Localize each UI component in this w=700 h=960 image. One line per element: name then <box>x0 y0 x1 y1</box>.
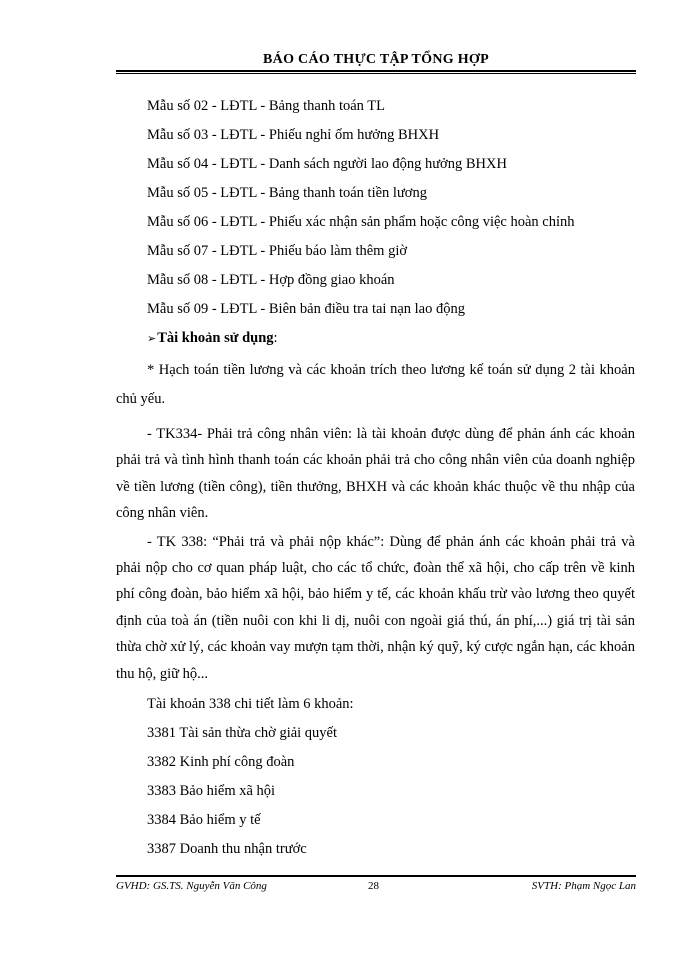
sub-account-item: 3384 Bảo hiểm y tế <box>147 812 261 829</box>
header-rule-thin <box>116 73 636 74</box>
page-header-title: BÁO CÁO THỰC TẬP TỔNG HỢP <box>263 52 489 67</box>
page-number: 28 <box>368 880 379 892</box>
form-item: Mẫu số 04 - LĐTL - Danh sách người lao động hưởng BHXH <box>147 156 507 172</box>
section-heading <box>116 324 635 353</box>
paragraph-intro: * Hạch toán tiền lương và các khoản trích theo lương kế toán sử dụng 2 tài khoản chủ yếu. <box>116 362 635 407</box>
form-item: Mẫu số 03 - LĐTL - Phiếu nghỉ ốm hưởng BHXH <box>147 127 440 143</box>
arrow-bullet-icon: ➢ <box>147 332 157 345</box>
header-rule-thick <box>116 70 636 72</box>
footer-student: SVTH: Phạm Ngọc Lan <box>531 880 636 892</box>
form-item: Mẫu số 06 - LĐTL - Phiếu xác nhận sản phẩm hoặc công việc hoàn chỉnh <box>147 214 575 230</box>
sub-account-item: 3383 Bảo hiểm xã hội <box>147 783 276 800</box>
sub-account-item: 3387 Doanh thu nhận trước <box>147 841 307 858</box>
section-heading-text: Tài khoản sử dụng <box>157 330 274 346</box>
form-item: Mẫu số 05 - LĐTL - Bảng thanh toán tiền lương <box>147 185 427 201</box>
section-heading-colon: : <box>273 330 278 346</box>
footer-rule <box>116 875 636 877</box>
form-item: Mẫu số 02 - LĐTL - Bảng thanh toán TL <box>147 98 385 114</box>
form-item: Mẫu số 07 - LĐTL - Phiếu báo làm thêm giờ <box>147 243 408 259</box>
form-item: Mẫu số 08 - LĐTL - Hợp đồng giao khoán <box>147 272 395 288</box>
sub-account-item: 3382 Kinh phí công đoàn <box>147 754 295 771</box>
form-item: Mẫu số 09 - LĐTL - Biên bản điều tra tai nạn lao động <box>147 301 465 317</box>
paragraph-tk334: - TK334- Phải trả công nhân viên: là tài khoản được dùng để phản ánh các khoản phải trả và tình hình thanh toán các khoản phải trả cho công nhân viên của doanh nghiệp về tiền lương (tiền công), tiền thưởng, BHXH và các khoản khác thuộc về thu nhập của công nhân viên. <box>116 426 635 522</box>
paragraph-tk338: - TK 338: “Phải trả và phải nộp khác”: Dùng để phản ánh các khoản phải trả và phải nộp cho cơ quan pháp luật, cho các tổ chức, đoàn thể xã hội, cho cấp trên về kinh phí công đoàn, bảo hiểm xã hội, bảo hiểm y tế, các khoản khấu trừ vào lương theo quyết định của toà án (tiền nuôi con khi li dị, nuôi con ngoài giá thú, án phí,...) giá trị tài sản thừa chờ xử lý, các khoản vay mượn tạm thời, nhận ký quỹ, ký cược ngắn hạn, các khoản thu hộ, giữ hộ... <box>116 533 635 682</box>
footer-supervisor: GVHD: GS.TS. Nguyễn Văn Công <box>116 880 267 892</box>
sub-accounts-intro: Tài khoản 338 chi tiết làm 6 khoản: <box>147 696 354 713</box>
sub-account-item: 3381 Tài sản thừa chờ giải quyết <box>147 725 338 742</box>
document-body <box>116 92 635 864</box>
